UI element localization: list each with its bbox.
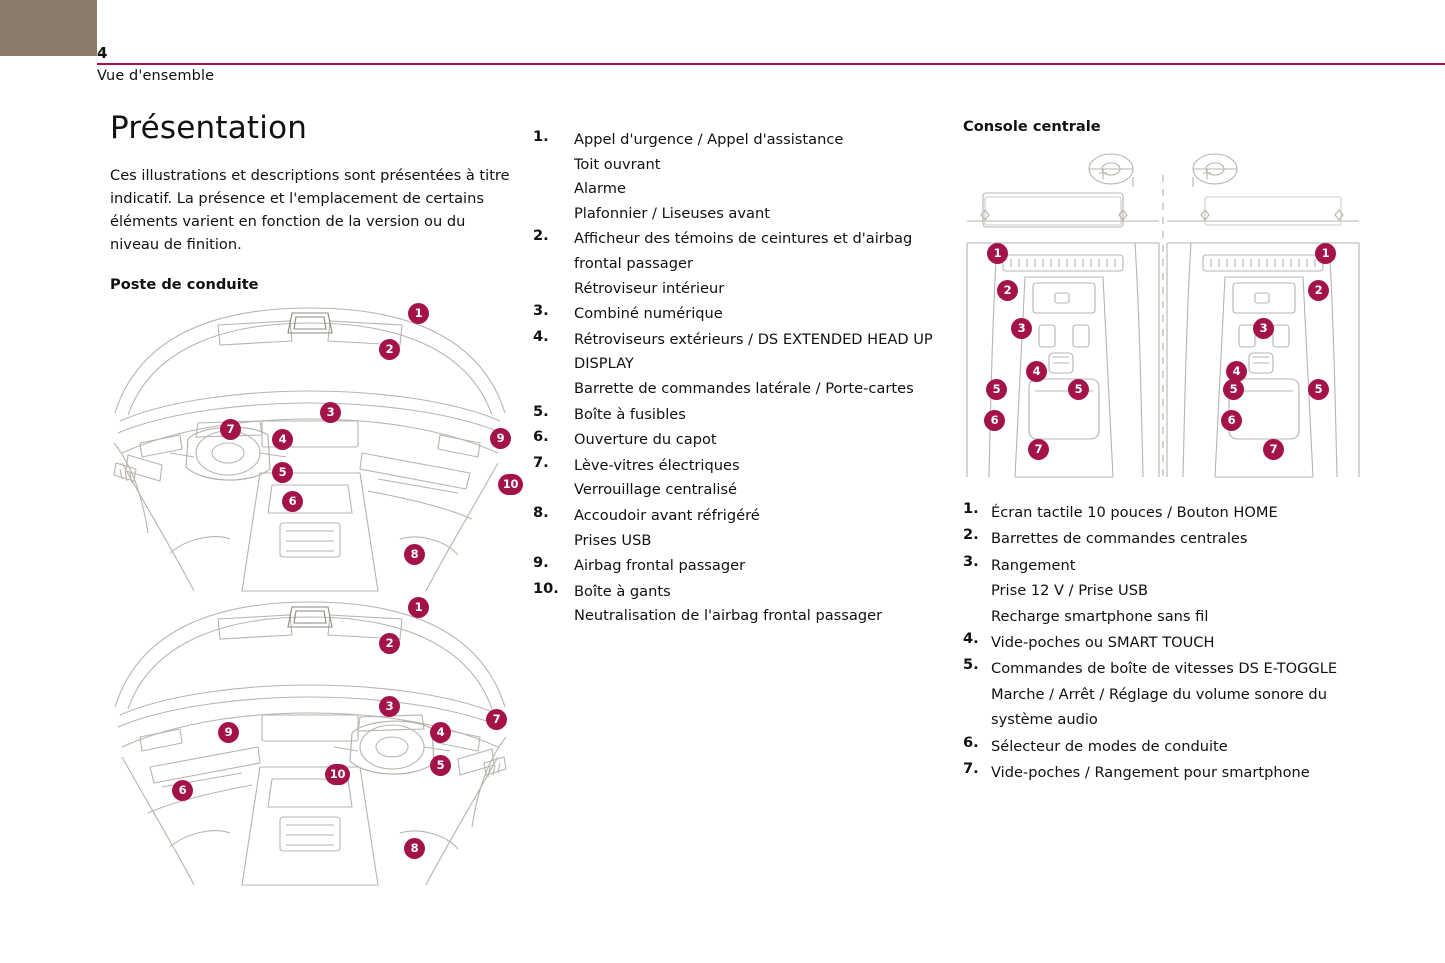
list-item-number: 6. bbox=[533, 428, 549, 446]
legend-line: Vide-poches / Rangement pour smartphone bbox=[991, 764, 1310, 782]
list-item-number: 8. bbox=[533, 503, 549, 521]
console-badge-4-left: 4 bbox=[1026, 361, 1047, 382]
console-badge-5-left-a: 5 bbox=[986, 379, 1007, 400]
list-item-number: 7. bbox=[963, 760, 979, 778]
list-item-text bbox=[991, 760, 1363, 785]
list-item-number: 5. bbox=[963, 656, 979, 674]
list-item-text bbox=[991, 630, 1363, 655]
list-item-text bbox=[991, 500, 1363, 525]
list-item-number: 6. bbox=[963, 733, 979, 751]
list-item-text bbox=[991, 526, 1363, 551]
callout-badge-7: 7 bbox=[220, 419, 241, 440]
callout-badge-6b: 6 bbox=[172, 780, 193, 801]
page-title: Présentation bbox=[110, 110, 308, 146]
console-badge-3-left: 3 bbox=[1011, 318, 1032, 339]
figure-driving-position-rhd bbox=[110, 597, 510, 887]
legend-line: Lève-vitres électriques bbox=[574, 456, 740, 474]
legend-line: Verrouillage centralisé bbox=[574, 481, 738, 499]
page-header bbox=[0, 0, 1445, 92]
callout-badge-3b: 3 bbox=[379, 696, 400, 717]
callout-badge-2: 2 bbox=[379, 339, 400, 360]
console-badge-3-right: 3 bbox=[1253, 318, 1274, 339]
right-column bbox=[963, 118, 1363, 786]
list-item-number: 4. bbox=[533, 327, 549, 345]
list-item bbox=[533, 554, 938, 579]
legend-line: Airbag frontal passager bbox=[574, 557, 746, 575]
legend-line: Recharge smartphone sans fil bbox=[991, 607, 1209, 625]
console-badge-6-right: 6 bbox=[1221, 410, 1242, 431]
list-item bbox=[963, 656, 1363, 732]
callout-badge-3: 3 bbox=[320, 402, 341, 423]
center-console-legend-list bbox=[963, 500, 1363, 785]
list-item-number: 7. bbox=[533, 453, 549, 471]
list-item-text bbox=[574, 428, 938, 453]
legend-line: Prise 12 V / Prise USB bbox=[991, 582, 1148, 600]
list-item-text bbox=[574, 554, 938, 579]
subsection-title-center-console: Console centrale bbox=[963, 118, 1101, 135]
list-item-number: 1. bbox=[963, 500, 979, 517]
list-item-text bbox=[574, 580, 938, 629]
callout-badge-5: 5 bbox=[272, 462, 293, 483]
console-badge-2-right: 2 bbox=[1308, 280, 1329, 301]
list-item-number: 10. bbox=[533, 579, 559, 597]
console-badge-7-left: 7 bbox=[1028, 439, 1049, 460]
legend-line: Vide-poches ou SMART TOUCH bbox=[991, 634, 1215, 652]
legend-line: Afficheur des témoins de ceintures et d'airbag frontal passager bbox=[574, 230, 913, 272]
list-item-number: 4. bbox=[963, 630, 979, 648]
legend-line: Écran tactile 10 pouces / Bouton HOME bbox=[991, 504, 1278, 521]
list-item bbox=[533, 504, 938, 553]
list-item bbox=[533, 227, 938, 301]
callout-badge-4: 4 bbox=[272, 429, 293, 450]
list-item bbox=[533, 580, 938, 629]
legend-line: Rétroviseurs extérieurs / DS EXTENDED HEAD UP DISPLAY bbox=[574, 330, 933, 373]
legend-line: Appel d'urgence / Appel d'assistance bbox=[574, 131, 844, 148]
legend-line: Sélecteur de modes de conduite bbox=[991, 737, 1228, 755]
list-item-text bbox=[574, 227, 938, 301]
console-badge-2-left: 2 bbox=[997, 280, 1018, 301]
dashboard-illustration-1 bbox=[110, 303, 510, 593]
list-item-number: 5. bbox=[533, 402, 549, 420]
list-item bbox=[533, 328, 938, 402]
list-item-text bbox=[574, 128, 938, 226]
legend-line: Boîte à fusibles bbox=[574, 405, 686, 423]
callout-badge-10: 10 bbox=[498, 474, 523, 495]
list-item-text bbox=[574, 454, 938, 503]
legend-line: Boîte à gants bbox=[574, 582, 671, 600]
legend-line: Barrettes de commandes centrales bbox=[991, 530, 1248, 548]
list-item-number: 3. bbox=[533, 302, 549, 320]
list-item bbox=[963, 760, 1363, 785]
legend-line: Commandes de boîte de vitesses DS E-TOGGLE bbox=[991, 660, 1338, 678]
list-item-number: 2. bbox=[963, 526, 979, 544]
subsection-title-driving-position: Poste de conduite bbox=[110, 276, 259, 293]
legend-line: Accoudoir avant réfrigéré bbox=[574, 506, 760, 524]
left-column bbox=[110, 110, 519, 887]
legend-line: Barrette de commandes latérale / Porte-cartes bbox=[574, 379, 914, 397]
legend-line: Ouverture du capot bbox=[574, 431, 717, 449]
callout-badge-10b: 10 bbox=[325, 764, 350, 785]
console-badge-5-left-b: 5 bbox=[1068, 379, 1089, 400]
page-number: 4 bbox=[97, 44, 108, 62]
figure-center-console bbox=[963, 147, 1363, 482]
legend-line: Prises USB bbox=[574, 531, 652, 549]
list-item-text bbox=[991, 734, 1363, 759]
console-badge-4-right: 4 bbox=[1226, 361, 1247, 382]
legend-line: Neutralisation de l'airbag frontal passager bbox=[574, 607, 883, 625]
legend-line: Alarme bbox=[574, 180, 626, 198]
console-badge-6-left: 6 bbox=[984, 410, 1005, 431]
legend-line: Rétroviseur intérieur bbox=[574, 279, 725, 297]
list-item bbox=[963, 630, 1363, 655]
legend-line: Combiné numérique bbox=[574, 305, 723, 323]
callout-badge-9b: 9 bbox=[218, 722, 239, 743]
list-item bbox=[533, 302, 938, 327]
legend-line: Plafonnier / Liseuses avant bbox=[574, 204, 770, 222]
list-item-text bbox=[574, 302, 938, 327]
console-badge-5-right-a: 5 bbox=[1223, 379, 1244, 400]
figure-driving-position-lhd bbox=[110, 303, 519, 593]
callout-badge-2b: 2 bbox=[379, 633, 400, 654]
list-item bbox=[533, 428, 938, 453]
callout-badge-1: 1 bbox=[408, 303, 429, 324]
list-item bbox=[963, 526, 1363, 551]
callout-badge-1b: 1 bbox=[408, 597, 429, 618]
list-item-number: 9. bbox=[533, 554, 549, 572]
console-badge-1-left: 1 bbox=[987, 243, 1008, 264]
callout-badge-8: 8 bbox=[404, 544, 425, 565]
middle-column bbox=[533, 128, 938, 630]
list-item bbox=[533, 454, 938, 503]
header-color-swatch bbox=[0, 0, 97, 56]
list-item-text bbox=[574, 403, 938, 428]
center-console-illustration bbox=[963, 147, 1363, 482]
console-badge-7-right: 7 bbox=[1263, 439, 1284, 460]
list-item-text bbox=[991, 553, 1363, 629]
list-item bbox=[963, 553, 1363, 629]
list-item-number: 1. bbox=[533, 128, 549, 145]
intro-paragraph: Ces illustrations et descriptions sont présentées à titre indicatif. La présence et l'emplacement de certains éléments varient en fonction de la version ou du niveau de finition. bbox=[110, 167, 510, 253]
list-item-text bbox=[991, 656, 1363, 732]
legend-line: Marche / Arrêt / Réglage du volume sonore du système audio bbox=[991, 685, 1327, 729]
driving-position-legend-list bbox=[533, 128, 938, 629]
list-item-number: 2. bbox=[533, 227, 549, 245]
list-item bbox=[963, 500, 1363, 525]
list-item bbox=[533, 128, 938, 226]
callout-badge-4b: 4 bbox=[430, 722, 451, 743]
dashboard-illustration-2 bbox=[110, 597, 510, 887]
list-item-text bbox=[574, 328, 938, 402]
console-badge-5-right-b: 5 bbox=[1308, 379, 1329, 400]
legend-line: Toit ouvrant bbox=[574, 155, 661, 173]
section-title: Vue d'ensemble bbox=[97, 68, 215, 84]
list-item bbox=[533, 403, 938, 428]
legend-line: Rangement bbox=[991, 556, 1076, 574]
callout-badge-8b: 8 bbox=[404, 838, 425, 859]
callout-badge-6: 6 bbox=[282, 491, 303, 512]
list-item bbox=[963, 734, 1363, 759]
list-item-number: 3. bbox=[963, 552, 979, 570]
header-divider bbox=[97, 63, 1445, 65]
callout-badge-5b: 5 bbox=[430, 755, 451, 776]
list-item-text bbox=[574, 504, 938, 553]
callout-badge-9: 9 bbox=[490, 428, 511, 449]
console-badge-1-right: 1 bbox=[1315, 243, 1336, 264]
callout-badge-7b: 7 bbox=[486, 709, 507, 730]
